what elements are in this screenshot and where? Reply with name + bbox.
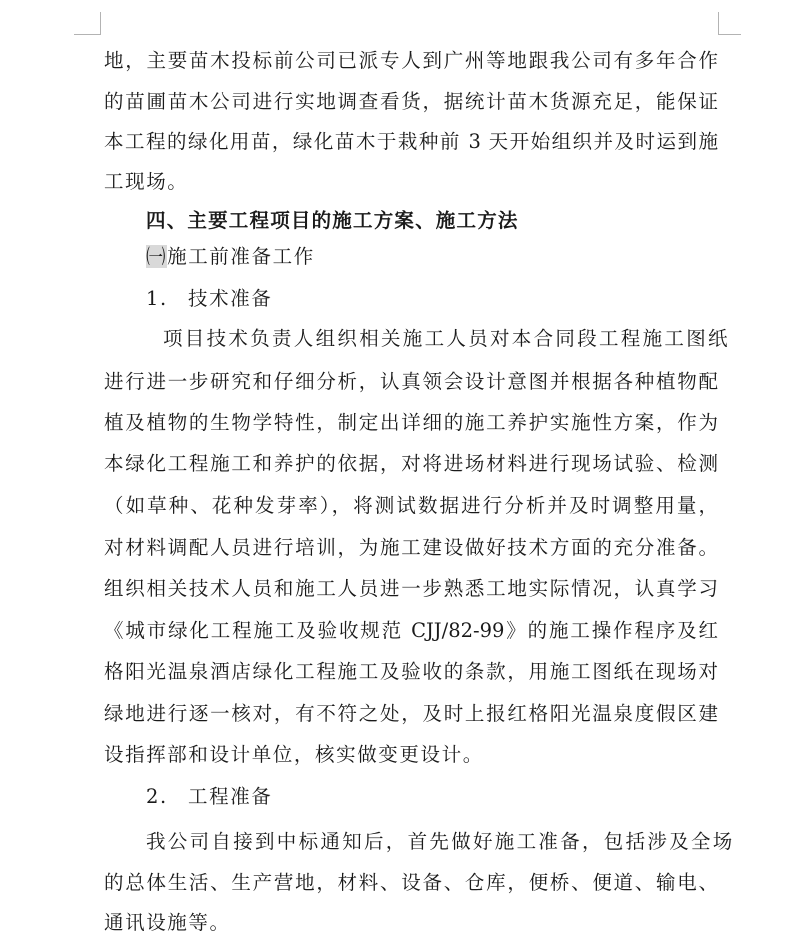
subsection-heading bbox=[146, 237, 791, 277]
item-title: 技术准备 bbox=[188, 287, 273, 310]
paragraph-line: 本工程的绿化用苗，绿化苗木于栽种前 3 天开始组织并及时运到施 bbox=[104, 130, 718, 153]
item-title: 工程准备 bbox=[188, 785, 273, 808]
section-heading: 四、主要工程项目的施工方案、施工方法 bbox=[146, 209, 519, 232]
paragraph-line: 我公司自接到中标通知后，首先做好施工准备，包括涉及全场 bbox=[146, 830, 735, 853]
paragraph-line: 组织相关技术人员和施工人员进一步熟悉工地实际情况，认真学习 bbox=[104, 577, 718, 600]
paragraph-line: 绿地进行逐一核对，有不符之处，及时上报红格阳光温泉度假区建 bbox=[104, 702, 718, 725]
paragraph-line: 进行进一步研究和仔细分析，认真领会设计意图并根据各种植物配 bbox=[104, 370, 718, 393]
paragraph-line: 的苗圃苗木公司进行实地调查看货，据统计苗木货源充足，能保证 bbox=[104, 90, 718, 113]
paragraph-line: 地，主要苗木投标前公司已派专人到广州等地跟我公司有多年合作 bbox=[104, 49, 718, 72]
item-heading bbox=[146, 279, 791, 319]
item-heading bbox=[146, 777, 791, 817]
item-number: 2. bbox=[146, 785, 168, 808]
page-corner-mark-top-right bbox=[718, 12, 741, 35]
subsection-title: 施工前准备工作 bbox=[167, 245, 315, 268]
paragraph-line: 工现场。 bbox=[104, 170, 189, 193]
item-number: 1. bbox=[146, 287, 168, 310]
paragraph-line: 《城市绿化工程施工及验收规范 CJJ/82-99》的施工操作程序及红 bbox=[104, 619, 718, 642]
paragraph-line: 对材料调配人员进行培训，为施工建设做好技术方面的充分准备。 bbox=[104, 536, 718, 559]
paragraph-line: 格阳光温泉酒店绿化工程施工及验收的条款，用施工图纸在现场对 bbox=[104, 660, 718, 683]
page-corner-mark-top-left bbox=[74, 12, 101, 35]
paragraph-line: （如草种、花种发芽率），将测试数据进行分析并及时调整用量， bbox=[104, 494, 718, 517]
subsection-marker: ㈠ bbox=[146, 245, 168, 268]
paragraph-line: 项目技术负责人组织相关施工人员对本合同段工程施工图纸 bbox=[163, 327, 730, 350]
paragraph-line: 的总体生活、生产营地，材料、设备、仓库，便桥、便道、输电、 bbox=[104, 871, 718, 894]
paragraph-line: 设指挥部和设计单位，核实做变更设计。 bbox=[104, 743, 484, 766]
paragraph-line: 通讯设施等。 bbox=[104, 911, 231, 934]
paragraph-line: 本绿化工程施工和养护的依据，对将进场材料进行现场试验、检测 bbox=[104, 452, 718, 475]
paragraph-line: 植及植物的生物学特性，制定出详细的施工养护实施性方案，作为 bbox=[104, 411, 718, 434]
